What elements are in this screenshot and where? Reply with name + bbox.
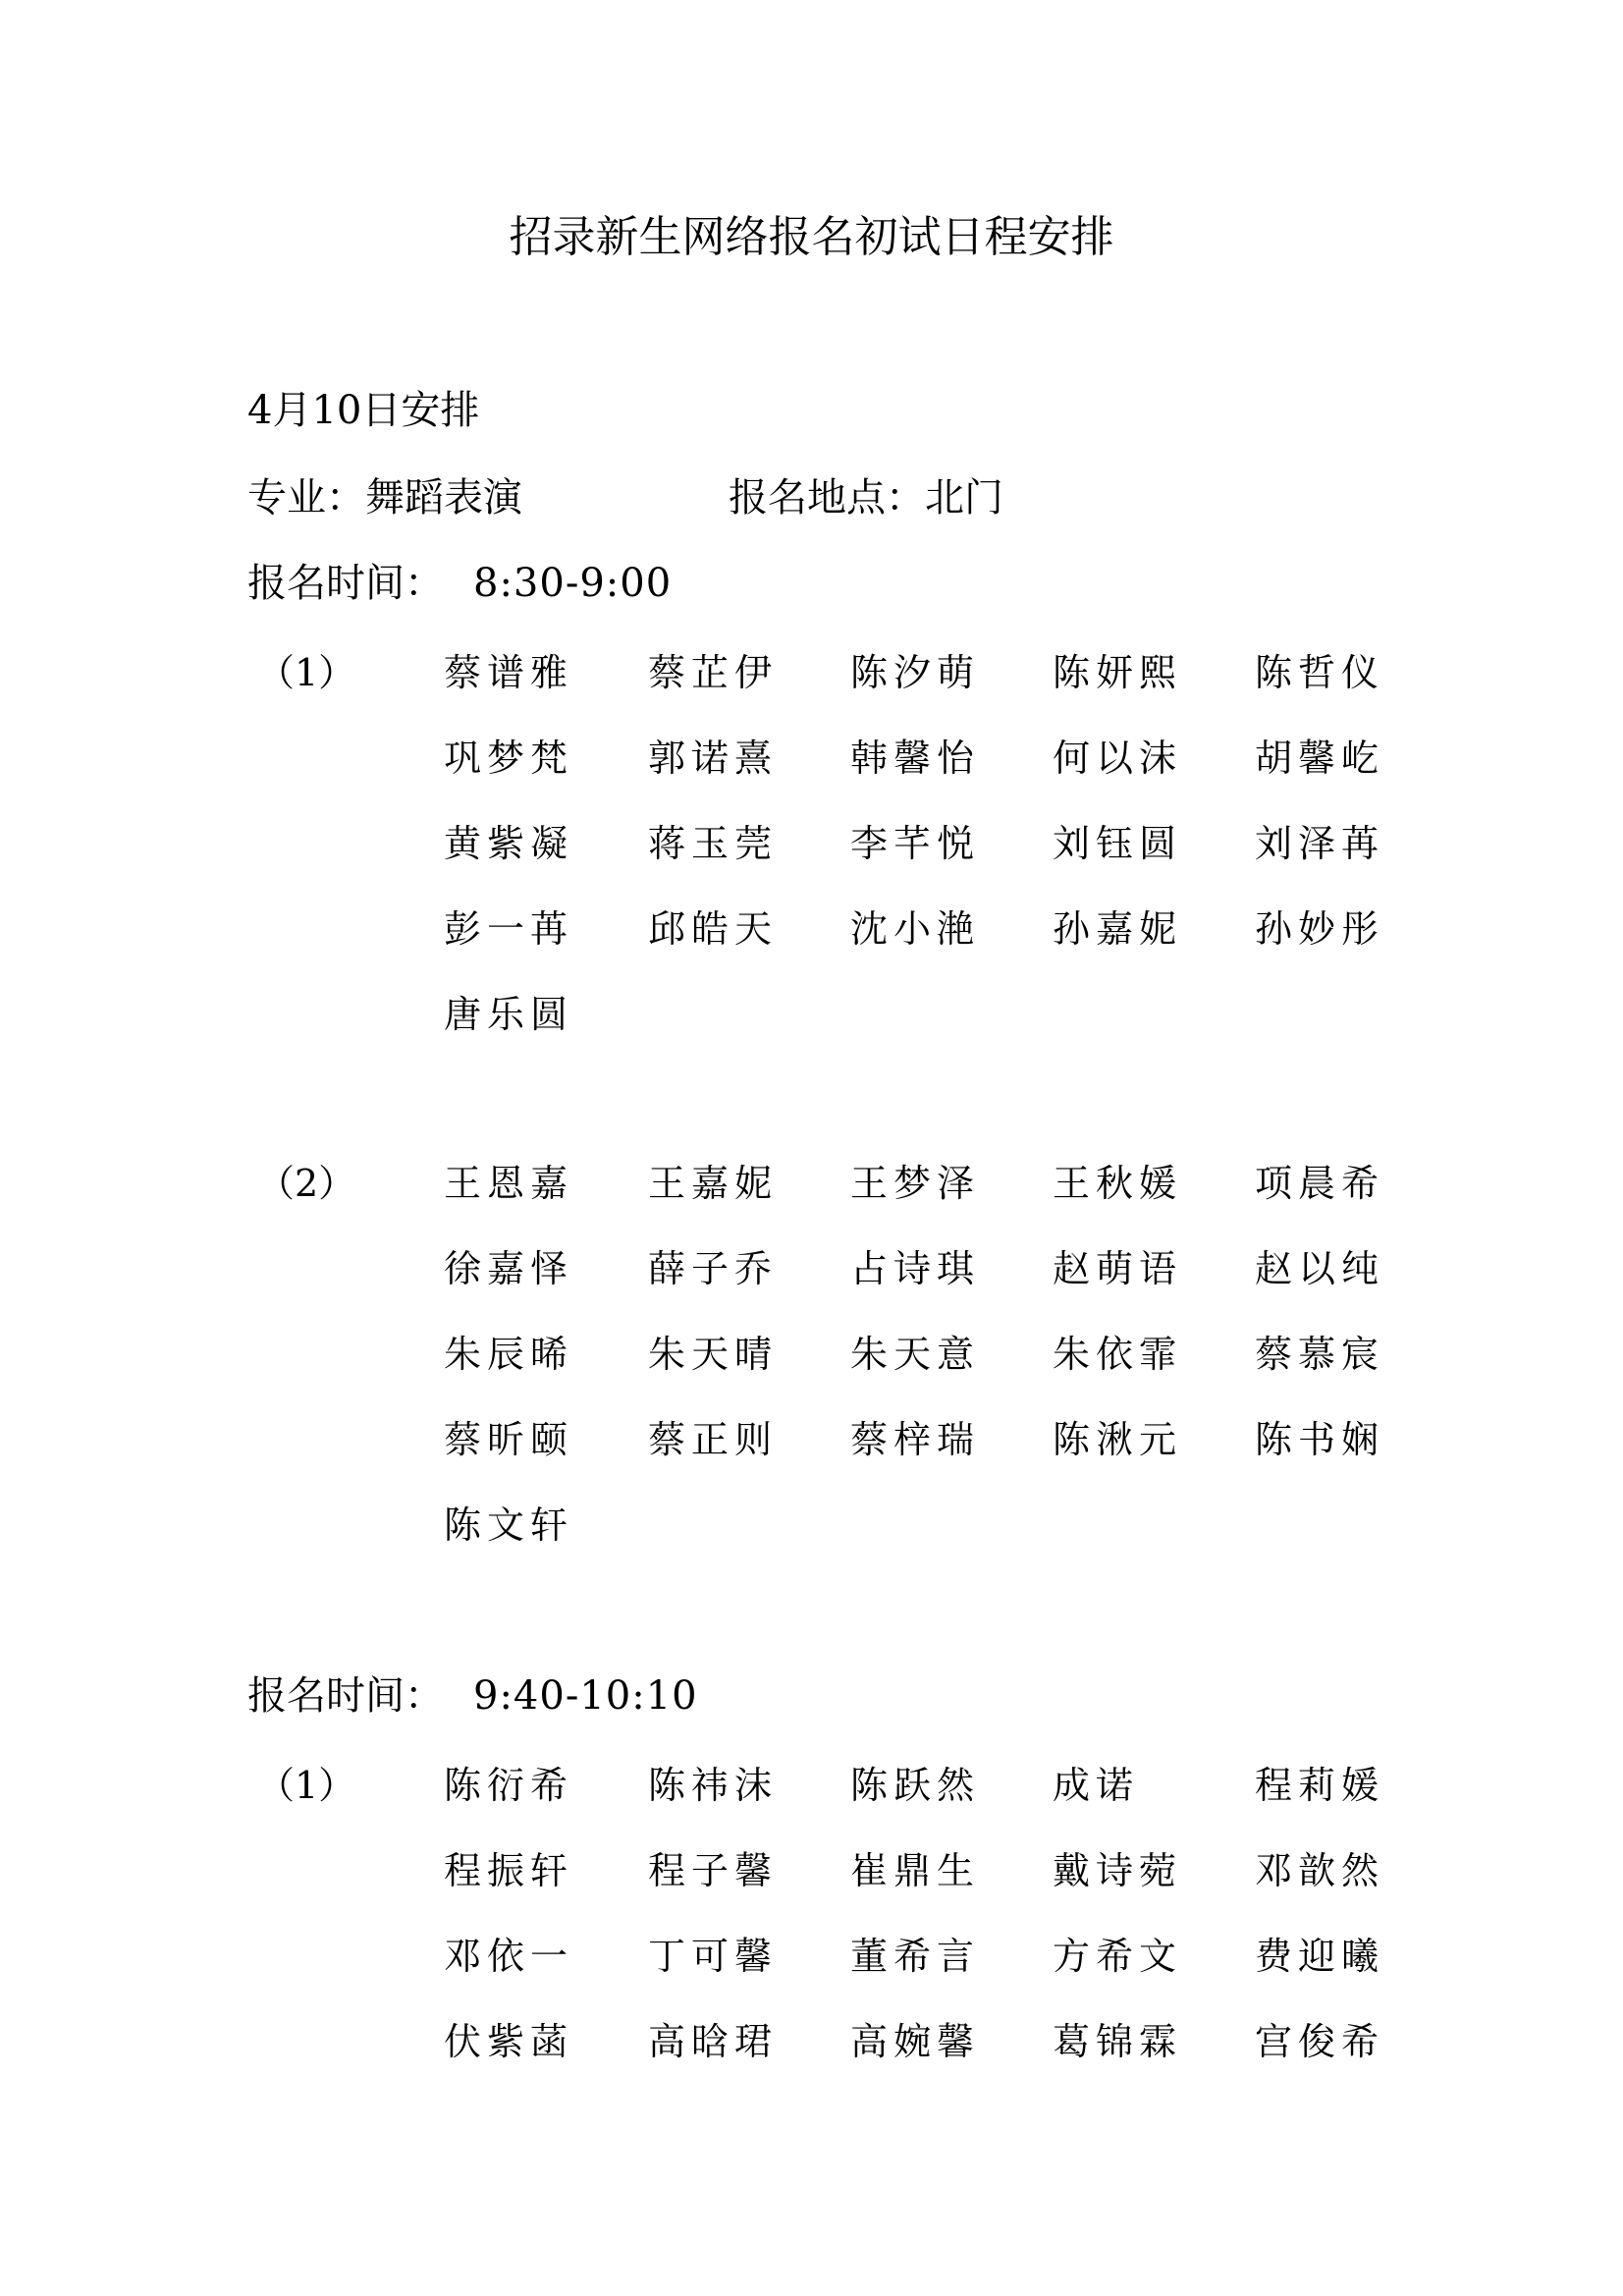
student-name: 蒋玉莞 bbox=[648, 822, 779, 865]
session-time-value: 8:30-9:00 bbox=[473, 561, 673, 606]
student-name: 沈小滟 bbox=[850, 907, 981, 951]
student-name: 蔡芷伊 bbox=[648, 651, 779, 694]
student-name: 刘泽苒 bbox=[1255, 822, 1385, 865]
student-name: 孙妙彤 bbox=[1255, 907, 1385, 951]
student-name: 陈文轩 bbox=[444, 1503, 574, 1547]
student-name: 崔鼎生 bbox=[850, 1849, 981, 1892]
student-name: 高晗珺 bbox=[648, 2020, 779, 2063]
location-label: 报名地点：北门 bbox=[729, 475, 1003, 520]
student-name: 朱天晴 bbox=[648, 1333, 779, 1376]
student-name: 王恩嘉 bbox=[444, 1162, 574, 1205]
student-name: 占诗琪 bbox=[850, 1247, 981, 1290]
student-name: 巩梦梵 bbox=[444, 737, 574, 780]
student-name: 程振轩 bbox=[444, 1849, 574, 1892]
session-time-label: 报名时间： bbox=[247, 561, 444, 606]
student-name: 徐嘉怿 bbox=[444, 1247, 574, 1290]
day-heading: 4月10日安排 bbox=[247, 388, 480, 433]
student-name: 韩馨怡 bbox=[850, 737, 981, 780]
student-name: 蔡慕宸 bbox=[1255, 1333, 1385, 1376]
student-name: 伏紫菡 bbox=[444, 2020, 574, 2063]
group-label: （1） bbox=[257, 651, 356, 694]
student-name: 彭一苒 bbox=[444, 907, 574, 951]
student-name: 唐乐圆 bbox=[444, 993, 574, 1036]
student-name: 邓歆然 bbox=[1255, 1849, 1385, 1892]
student-name: 陈哲仪 bbox=[1255, 651, 1385, 694]
student-name: 蔡昕颐 bbox=[444, 1418, 574, 1461]
student-name: 朱辰晞 bbox=[444, 1333, 574, 1376]
page-title: 招录新生网络报名初试日程安排 bbox=[509, 212, 1114, 262]
student-name: 费迎曦 bbox=[1255, 1935, 1385, 1978]
student-name: 孙嘉妮 bbox=[1053, 907, 1183, 951]
student-name: 薛子乔 bbox=[648, 1247, 779, 1290]
student-name: 陈汐萌 bbox=[850, 651, 981, 694]
student-name: 何以沫 bbox=[1053, 737, 1183, 780]
student-name: 王嘉妮 bbox=[648, 1162, 779, 1205]
student-name: 高婉馨 bbox=[850, 2020, 981, 2063]
student-name: 丁可馨 bbox=[648, 1935, 779, 1978]
student-name: 蔡梓瑞 bbox=[850, 1418, 981, 1461]
student-name: 朱天意 bbox=[850, 1333, 981, 1376]
session-time-value: 9:40-10:10 bbox=[473, 1673, 698, 1719]
student-name: 蔡谱雅 bbox=[444, 651, 574, 694]
student-name: 戴诗菀 bbox=[1053, 1849, 1183, 1892]
group-label: （1） bbox=[257, 1764, 356, 1807]
group-label: （2） bbox=[257, 1162, 356, 1205]
student-name: 王梦泽 bbox=[850, 1162, 981, 1205]
student-name: 刘钰圆 bbox=[1053, 822, 1183, 865]
student-name: 葛锦霖 bbox=[1053, 2020, 1183, 2063]
student-name: 陈跃然 bbox=[850, 1764, 981, 1807]
student-name: 邱皓天 bbox=[648, 907, 779, 951]
student-name: 黄紫凝 bbox=[444, 822, 574, 865]
student-name: 董希言 bbox=[850, 1935, 981, 1978]
student-name: 陈祎沫 bbox=[648, 1764, 779, 1807]
student-name: 蔡正则 bbox=[648, 1418, 779, 1461]
student-name: 程子馨 bbox=[648, 1849, 779, 1892]
student-name: 陈妍熙 bbox=[1053, 651, 1183, 694]
student-name: 项晨希 bbox=[1255, 1162, 1385, 1205]
student-name: 赵以纯 bbox=[1255, 1247, 1385, 1290]
student-name: 李芊悦 bbox=[850, 822, 981, 865]
student-name: 陈书娴 bbox=[1255, 1418, 1385, 1461]
student-name: 程莉媛 bbox=[1255, 1764, 1385, 1807]
session-time bbox=[247, 1670, 698, 1722]
student-name: 成诺 bbox=[1053, 1764, 1140, 1807]
student-name: 王秋媛 bbox=[1053, 1162, 1183, 1205]
student-name: 陈衍希 bbox=[444, 1764, 574, 1807]
student-name: 胡馨屹 bbox=[1255, 737, 1385, 780]
student-name: 郭诺熹 bbox=[648, 737, 779, 780]
student-name: 方希文 bbox=[1053, 1935, 1183, 1978]
session-time bbox=[247, 558, 672, 609]
student-name: 陈湫元 bbox=[1053, 1418, 1183, 1461]
student-name: 邓依一 bbox=[444, 1935, 574, 1978]
major-label: 专业：舞蹈表演 bbox=[247, 475, 522, 520]
student-name: 赵萌语 bbox=[1053, 1247, 1183, 1290]
student-name: 朱依霏 bbox=[1053, 1333, 1183, 1376]
student-name: 宫俊希 bbox=[1255, 2020, 1385, 2063]
session-time-label: 报名时间： bbox=[247, 1673, 444, 1719]
